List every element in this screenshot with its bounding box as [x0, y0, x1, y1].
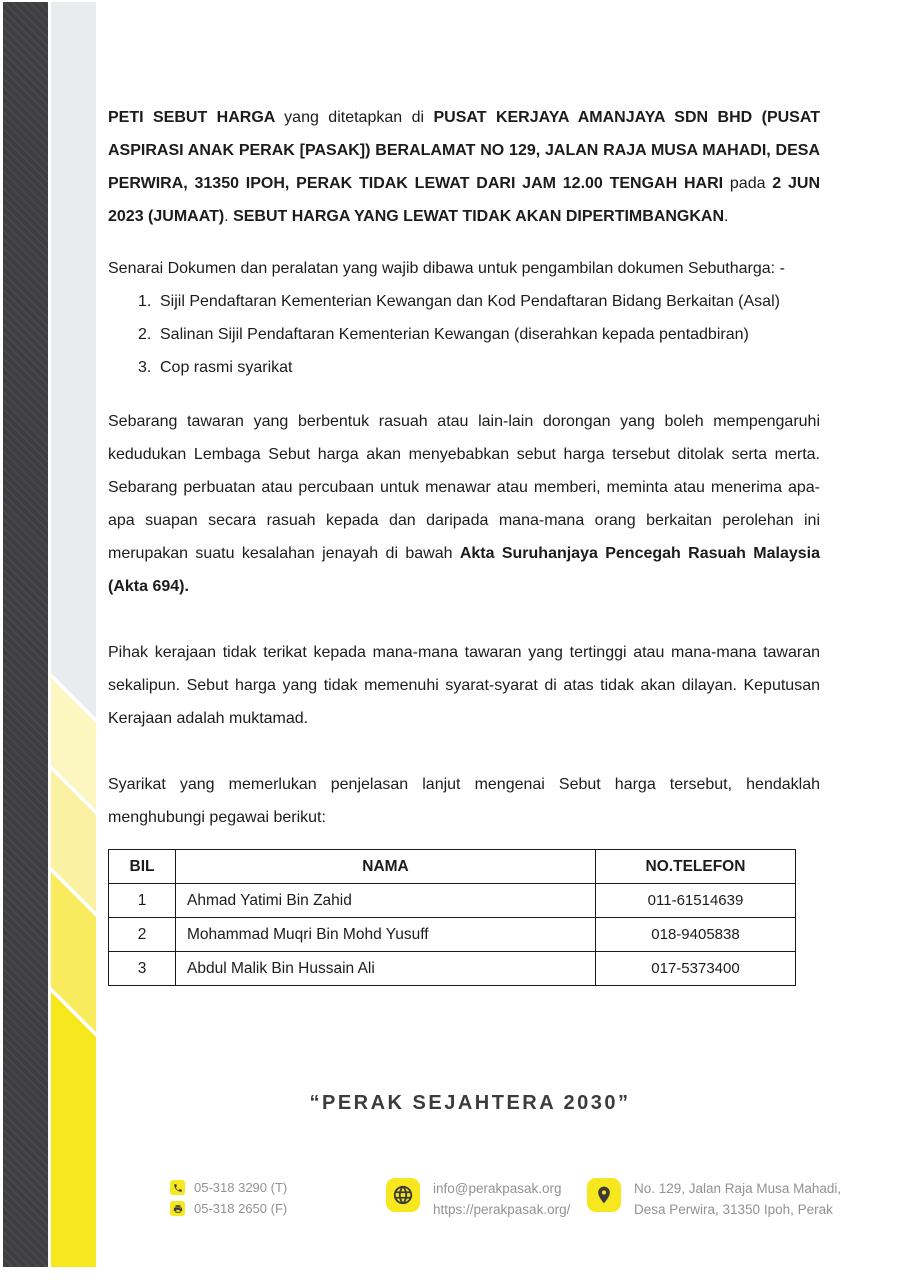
table-row — [109, 918, 796, 952]
slogan: “PERAK SEJAHTERA 2030” — [309, 1092, 631, 1114]
table-row — [109, 884, 796, 918]
contact-table — [108, 849, 796, 986]
checklist-item — [108, 318, 820, 351]
footer-telephone: 05-318 3290 (T) — [194, 1180, 288, 1195]
footer-address-line1: No. 129, Jalan Raja Musa Mahadi, — [634, 1181, 842, 1196]
cell-nama: Mohammad Muqri Bin Mohd Yusuff — [176, 918, 596, 952]
footer-email: info@perakpasak.org — [433, 1181, 562, 1196]
checklist-item — [108, 351, 820, 384]
left-stripe-dark — [3, 2, 48, 1267]
footer-fax: 05-318 2650 (F) — [194, 1201, 288, 1216]
document-body — [108, 0, 820, 986]
checklist-intro: Senarai Dokumen dan peralatan yang wajib dibawa untuk pengambilan dokumen Sebutharga: - — [108, 260, 785, 277]
checklist-item-number: 2. — [138, 326, 152, 343]
footer-url: https://perakpasak.org/ — [433, 1202, 571, 1217]
cell-nama: Abdul Malik Bin Hussain Ali — [176, 952, 596, 986]
checklist-item-number: 3. — [138, 359, 152, 376]
map-pin-icon — [587, 1178, 621, 1212]
left-stripe-band — [51, 2, 96, 1267]
column-header-nama: NAMA — [176, 850, 596, 884]
checklist-item-number: 1. — [138, 293, 152, 310]
footer-phone-group — [170, 1177, 287, 1219]
cell-bil: 2 — [109, 918, 176, 952]
cell-bil: 1 — [109, 884, 176, 918]
footer — [0, 1176, 905, 1246]
cell-telefon: 018-9405838 — [596, 918, 796, 952]
cell-telefon: 017-5373400 — [596, 952, 796, 986]
fax-icon — [170, 1201, 185, 1216]
paragraph-deadline: PETI SEBUT HARGA yang ditetapkan di PUSAT KERJAYA AMANJAYA SDN BHD (PUSAT ASPIRASI ANAK PERAK [PASAK]) BERALAMAT NO 129, JALAN RAJA MUSA MAHADI, DESA PERWIRA, 31350 IPOH, PERAK TIDAK LEWAT DARI JAM 12.00 TENGAH HARI pada 2 JUN 2023 (JUMAAT). SEBUT HARGA YANG LEWAT TIDAK AKAN DIPERTIMBANGKAN. — [108, 109, 821, 225]
table-row — [109, 952, 796, 986]
checklist-item-text: Salinan Sijil Pendaftaran Kementerian Kewangan (diserahkan kepada pentadbiran) — [160, 326, 749, 343]
paragraph-rights: Pihak kerajaan tidak terikat kepada mana-mana tawaran yang tertinggi atau mana-mana tawaran sekalipun. Sebut harga yang tidak memenuhi syarat-syarat di atas tidak akan dilayan. Keputusan Kerajaan adalah muktamad. — [108, 644, 820, 727]
phone-icon — [170, 1180, 185, 1195]
checklist-item — [108, 285, 820, 318]
column-header-telefon: NO.TELEFON — [596, 850, 796, 884]
checklist-item-text: Cop rasmi syarikat — [160, 359, 293, 376]
footer-address-group — [587, 1178, 841, 1220]
paragraph-integrity: Sebarang tawaran yang berbentuk rasuah atau lain-lain dorongan yang boleh mempengaruhi kedudukan Lembaga Sebut harga akan menyebabkan sebut harga tersebut ditolak serta merta. Sebarang perbuatan atau percubaan untuk menawar atau memberi, meminta atau menerima apa-apa suapan secara rasuah kepada dan daripada mana-mana orang berkaitan perolehan ini merupakan suatu kesalahan jenayah di bawah Akta Suruhanjaya Pencegah Rasuah Malaysia (Akta 694). — [108, 413, 820, 595]
cell-bil: 3 — [109, 952, 176, 986]
cell-nama: Ahmad Yatimi Bin Zahid — [176, 884, 596, 918]
paragraph-contact: Syarikat yang memerlukan penjelasan lanjut mengenai Sebut harga tersebut, hendaklah menghubungi pegawai berikut: — [108, 776, 820, 826]
footer-address-line2: Desa Perwira, 31350 Ipoh, Perak — [634, 1202, 833, 1217]
globe-icon — [386, 1178, 420, 1212]
cell-telefon: 011-61514639 — [596, 884, 796, 918]
checklist-item-text: Sijil Pendaftaran Kementerian Kewangan dan Kod Pendaftaran Bidang Berkaitan (Asal) — [160, 293, 780, 310]
column-header-bil: BIL — [109, 850, 176, 884]
footer-web-group — [386, 1178, 570, 1220]
table-header-row — [109, 850, 796, 884]
checklist — [108, 285, 820, 384]
